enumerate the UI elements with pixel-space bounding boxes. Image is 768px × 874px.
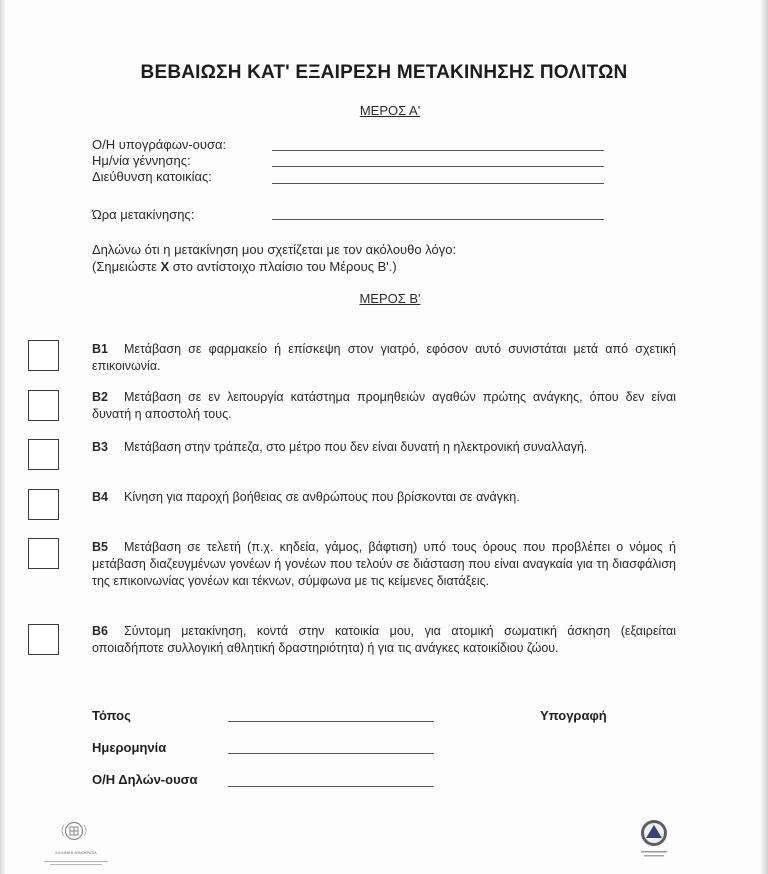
place-label: Τόπος — [92, 708, 131, 723]
page-right-edge — [760, 0, 768, 874]
reason-text: Κίνηση για παροχή βοήθειας σε ανθρώπους που βρίσκονται σε ανάγκη. — [123, 490, 520, 504]
reason-b2 — [92, 389, 676, 423]
greek-coat-of-arms-icon — [30, 820, 122, 846]
reason-b4 — [92, 489, 676, 506]
document-title: ΒΕΒΑΙΩΣΗ ΚΑΤ' ΕΞΑΙΡΕΣΗ ΜΕΤΑΚΙΝΗΣΗΣ ΠΟΛΙΤΩΝ — [140, 62, 628, 83]
part-b-heading: ΜΕΡΟΣ Β' — [359, 291, 421, 306]
birthdate-label: Ημ/νία γέννησης: — [92, 153, 191, 168]
checkbox-b1[interactable] — [28, 340, 59, 371]
reason-code: B3 — [92, 440, 108, 454]
checkbox-b2[interactable] — [28, 390, 59, 421]
part-a-heading: ΜΕΡΟΣ Α' — [359, 103, 421, 118]
checkbox-b6[interactable] — [28, 624, 59, 655]
reason-code: B6 — [92, 624, 108, 638]
declaration-line-1: Δηλώνω ότι η μετακίνηση μου σχετίζεται με τον ακόλουθο λόγο: — [92, 242, 457, 257]
checkbox-b4[interactable] — [28, 489, 59, 520]
reason-b5 — [92, 539, 676, 590]
reason-text: Μετάβαση σε τελετή (π.χ. κηδεία, γάμος, βάφτιση) υπό τους όρους που προβλέπει ο νόμος ή μετάβαση διαζευγμένων γονέων ή γονέων που τελούν σε διάσταση που είναι αναγκαία για τη διασφάλιση της επικοινωνίας γονέων και τέκνων, σύμφωνα με τις κείμενες διατάξεις. — [92, 540, 676, 588]
reason-text: Μετάβαση στην τράπεζα, στο μέτρο που δεν είναι δυνατή η ηλεκτρονική συναλλαγή. — [123, 440, 588, 454]
date-field[interactable] — [228, 753, 434, 754]
reason-text: Σύντομη μετακίνηση, κοντά στην κατοικία μου, για ατομική σωματική άσκηση (εξαιρείται οποιαδήποτε συλλογική αθλητική δραστηριότητα) ή για τις ανάγκες κατοικίδιου ζώου. — [92, 624, 676, 655]
place-field[interactable] — [228, 721, 434, 722]
declarant-field[interactable] — [228, 786, 434, 787]
x-mark: X — [160, 259, 170, 274]
checkbox-b5[interactable] — [28, 538, 59, 569]
declaration-text — [92, 241, 456, 275]
declaration-line-2: (Σημειώστε X στο αντίστοιχο πλαίσιο του Μέρους Β'.) — [92, 259, 397, 274]
declarant-label: Ο/Η Δηλών-ουσα — [92, 772, 198, 787]
reason-b6 — [92, 623, 676, 657]
page-left-edge — [0, 0, 6, 874]
address-label: Διεύθυνση κατοικίας: — [92, 169, 212, 184]
checkbox-b3[interactable] — [28, 439, 59, 470]
reason-code: B4 — [92, 490, 108, 504]
hellenic-republic-logo — [30, 820, 122, 860]
civil-protection-logo — [632, 817, 676, 863]
reason-b1 — [92, 341, 676, 375]
date-label: Ημερομηνία — [92, 740, 167, 755]
reason-text: Μετάβαση σε εν λειτουργία κατάστημα προμηθειών αγαθών πρώτης ανάγκης, όπου δεν είναι δυνατή η αποστολή τους. — [92, 390, 676, 421]
birthdate-field[interactable] — [272, 166, 604, 167]
reason-b3 — [92, 439, 676, 456]
signer-label: Ο/Η υπογράφων-ουσα: — [92, 137, 227, 152]
departure-time-field[interactable] — [272, 219, 604, 220]
departure-time-label: Ώρα μετακίνησης: — [92, 207, 195, 222]
logo-caption: ΕΛΛΗΝΙΚΗ ΔΗΜΟΚΡΑΤΙΑ — [55, 851, 97, 855]
signature-label: Υπογραφή — [540, 708, 607, 723]
reason-code: B1 — [92, 342, 108, 356]
reason-code: B2 — [92, 390, 108, 404]
civil-protection-icon — [632, 817, 676, 863]
reason-code: B5 — [92, 540, 108, 554]
signer-field[interactable] — [272, 150, 604, 151]
address-field[interactable] — [272, 183, 604, 184]
reason-text: Μετάβαση σε φαρμακείο ή επίσκεψη στον γιατρό, εφόσον αυτό συνιστάται μετά από σχετική επικοινωνία. — [92, 342, 676, 373]
